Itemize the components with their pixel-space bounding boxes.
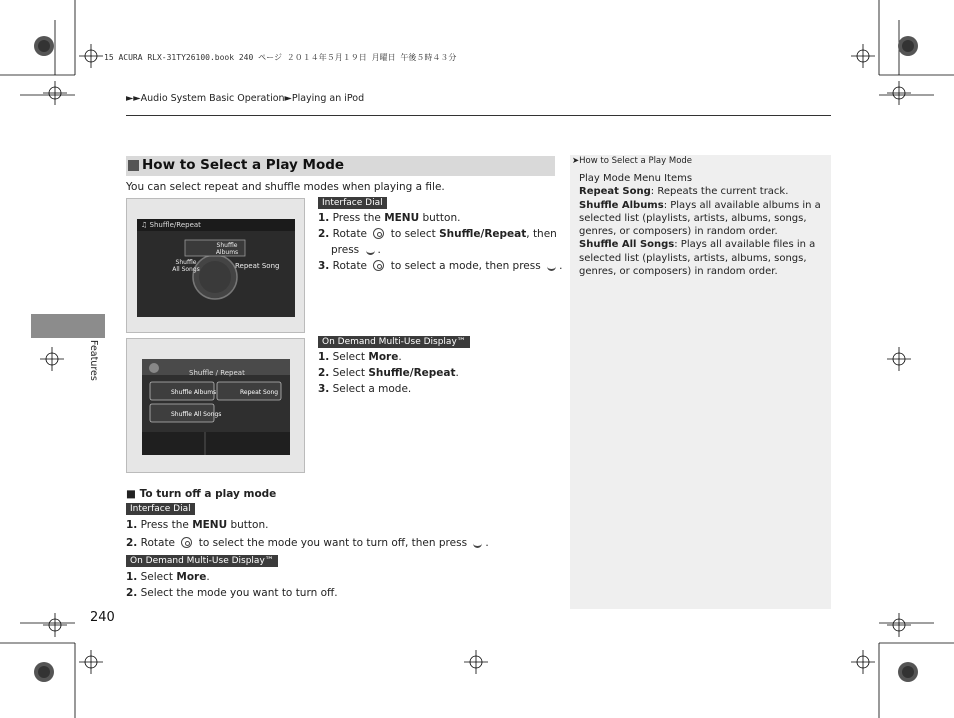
side-note-panel xyxy=(570,155,831,609)
turn-off-heading: ■ To turn off a play mode xyxy=(126,488,277,500)
chapter-label: Features xyxy=(88,340,99,381)
dial-step-3: 3. Rotate to select a mode, then press . xyxy=(318,260,563,272)
print-header: 15 ACURA RLX-31TY26100.book 240 ページ ２０１４年５月１９日 月曜日 午後５時４３分 xyxy=(104,53,457,62)
ondemand-screen-graphic xyxy=(127,339,304,472)
press-dial-icon xyxy=(473,538,482,548)
dial-step-2: 2. Rotate to select Shuffle/Repeat, then xyxy=(318,228,557,240)
breadcrumb-arrow-icon: ► xyxy=(284,93,292,104)
note-item-repeat-song: Repeat Song: Repeats the current track. xyxy=(579,186,789,198)
press-dial-icon xyxy=(547,261,556,271)
turn-off-od-step-2: 2. Select the mode you want to turn off. xyxy=(126,587,338,599)
section-header xyxy=(126,156,555,176)
page-number: 240 xyxy=(90,610,115,625)
press-dial-icon xyxy=(366,245,375,255)
note-heading: Play Mode Menu Items xyxy=(579,173,693,184)
turn-off-dial-step-1: 1. Press the MENU button. xyxy=(126,519,269,531)
reference-arrow-icon: ➤ xyxy=(572,156,580,166)
screen2-button-shuffle-albums[interactable]: Shuffle Albums xyxy=(171,389,217,396)
interface-dial-screen-image xyxy=(126,198,305,333)
note-item-shuffle-all-songs: Shuffle All Songs: Plays all available files in a selected list (playlists, artists, albums, songs, genres, or composers) in random order. xyxy=(579,239,816,278)
note-body xyxy=(579,172,824,278)
screen1-option-shuffle-albums[interactable]: Shuffle Albums xyxy=(215,242,239,256)
note-reference: ➤How to Select a Play Mode xyxy=(572,156,693,166)
section-square-icon xyxy=(128,160,139,171)
header-rule xyxy=(126,115,831,116)
interface-dial-label: Interface Dial xyxy=(318,197,387,209)
dial-step-1: 1. Press the MENU button. xyxy=(318,212,461,224)
turn-off-dial-label: Interface Dial xyxy=(126,503,195,515)
screen2-title: Shuffle / Repeat xyxy=(189,369,245,377)
dial-step-2-cont: press . xyxy=(331,244,381,256)
turn-off-ondemand-label: On Demand Multi-Use Display™ xyxy=(126,555,278,567)
square-bullet-icon: ■ xyxy=(126,488,140,500)
breadcrumb xyxy=(126,93,364,104)
breadcrumb-arrow-icon: ►► xyxy=(126,93,141,104)
section-intro: You can select repeat and shuffle modes when playing a file. xyxy=(126,181,445,193)
rotate-dial-icon xyxy=(373,228,384,239)
rotate-dial-icon xyxy=(181,537,192,548)
breadcrumb-level1[interactable]: Audio System Basic Operation xyxy=(140,93,285,104)
screen1-option-repeat-song[interactable]: Repeat Song xyxy=(235,262,280,270)
ondemand-step-2: 2. Select Shuffle/Repeat. xyxy=(318,367,459,379)
note-item-shuffle-albums: Shuffle Albums: Plays all available albums in a selected list (playlists, artists, albums, songs, genres, or composers) in random order. xyxy=(579,199,821,238)
screen2-button-repeat-song[interactable]: Repeat Song xyxy=(240,389,279,396)
breadcrumb-level2[interactable]: Playing an iPod xyxy=(291,93,365,104)
section-title: How to Select a Play Mode xyxy=(142,157,345,173)
rotate-dial-icon xyxy=(373,260,384,271)
ondemand-screen-image xyxy=(126,338,305,473)
turn-off-od-step-1: 1. Select More. xyxy=(126,571,210,583)
chapter-tab xyxy=(31,314,105,338)
screen2-button-shuffle-all-songs[interactable]: Shuffle All Songs xyxy=(171,411,222,418)
screen1-option-shuffle-all-songs[interactable]: Shuffle All Songs xyxy=(172,259,200,273)
turn-off-dial-step-2: 2. Rotate to select the mode you want to turn off, then press . xyxy=(126,537,489,549)
ondemand-label: On Demand Multi-Use Display™ xyxy=(318,336,470,348)
ondemand-step-3: 3. Select a mode. xyxy=(318,383,412,395)
ondemand-step-1: 1. Select More. xyxy=(318,351,402,363)
music-note-icon: ♫ xyxy=(141,221,150,229)
screen1-title: ♫ Shuffle/Repeat xyxy=(141,221,201,229)
